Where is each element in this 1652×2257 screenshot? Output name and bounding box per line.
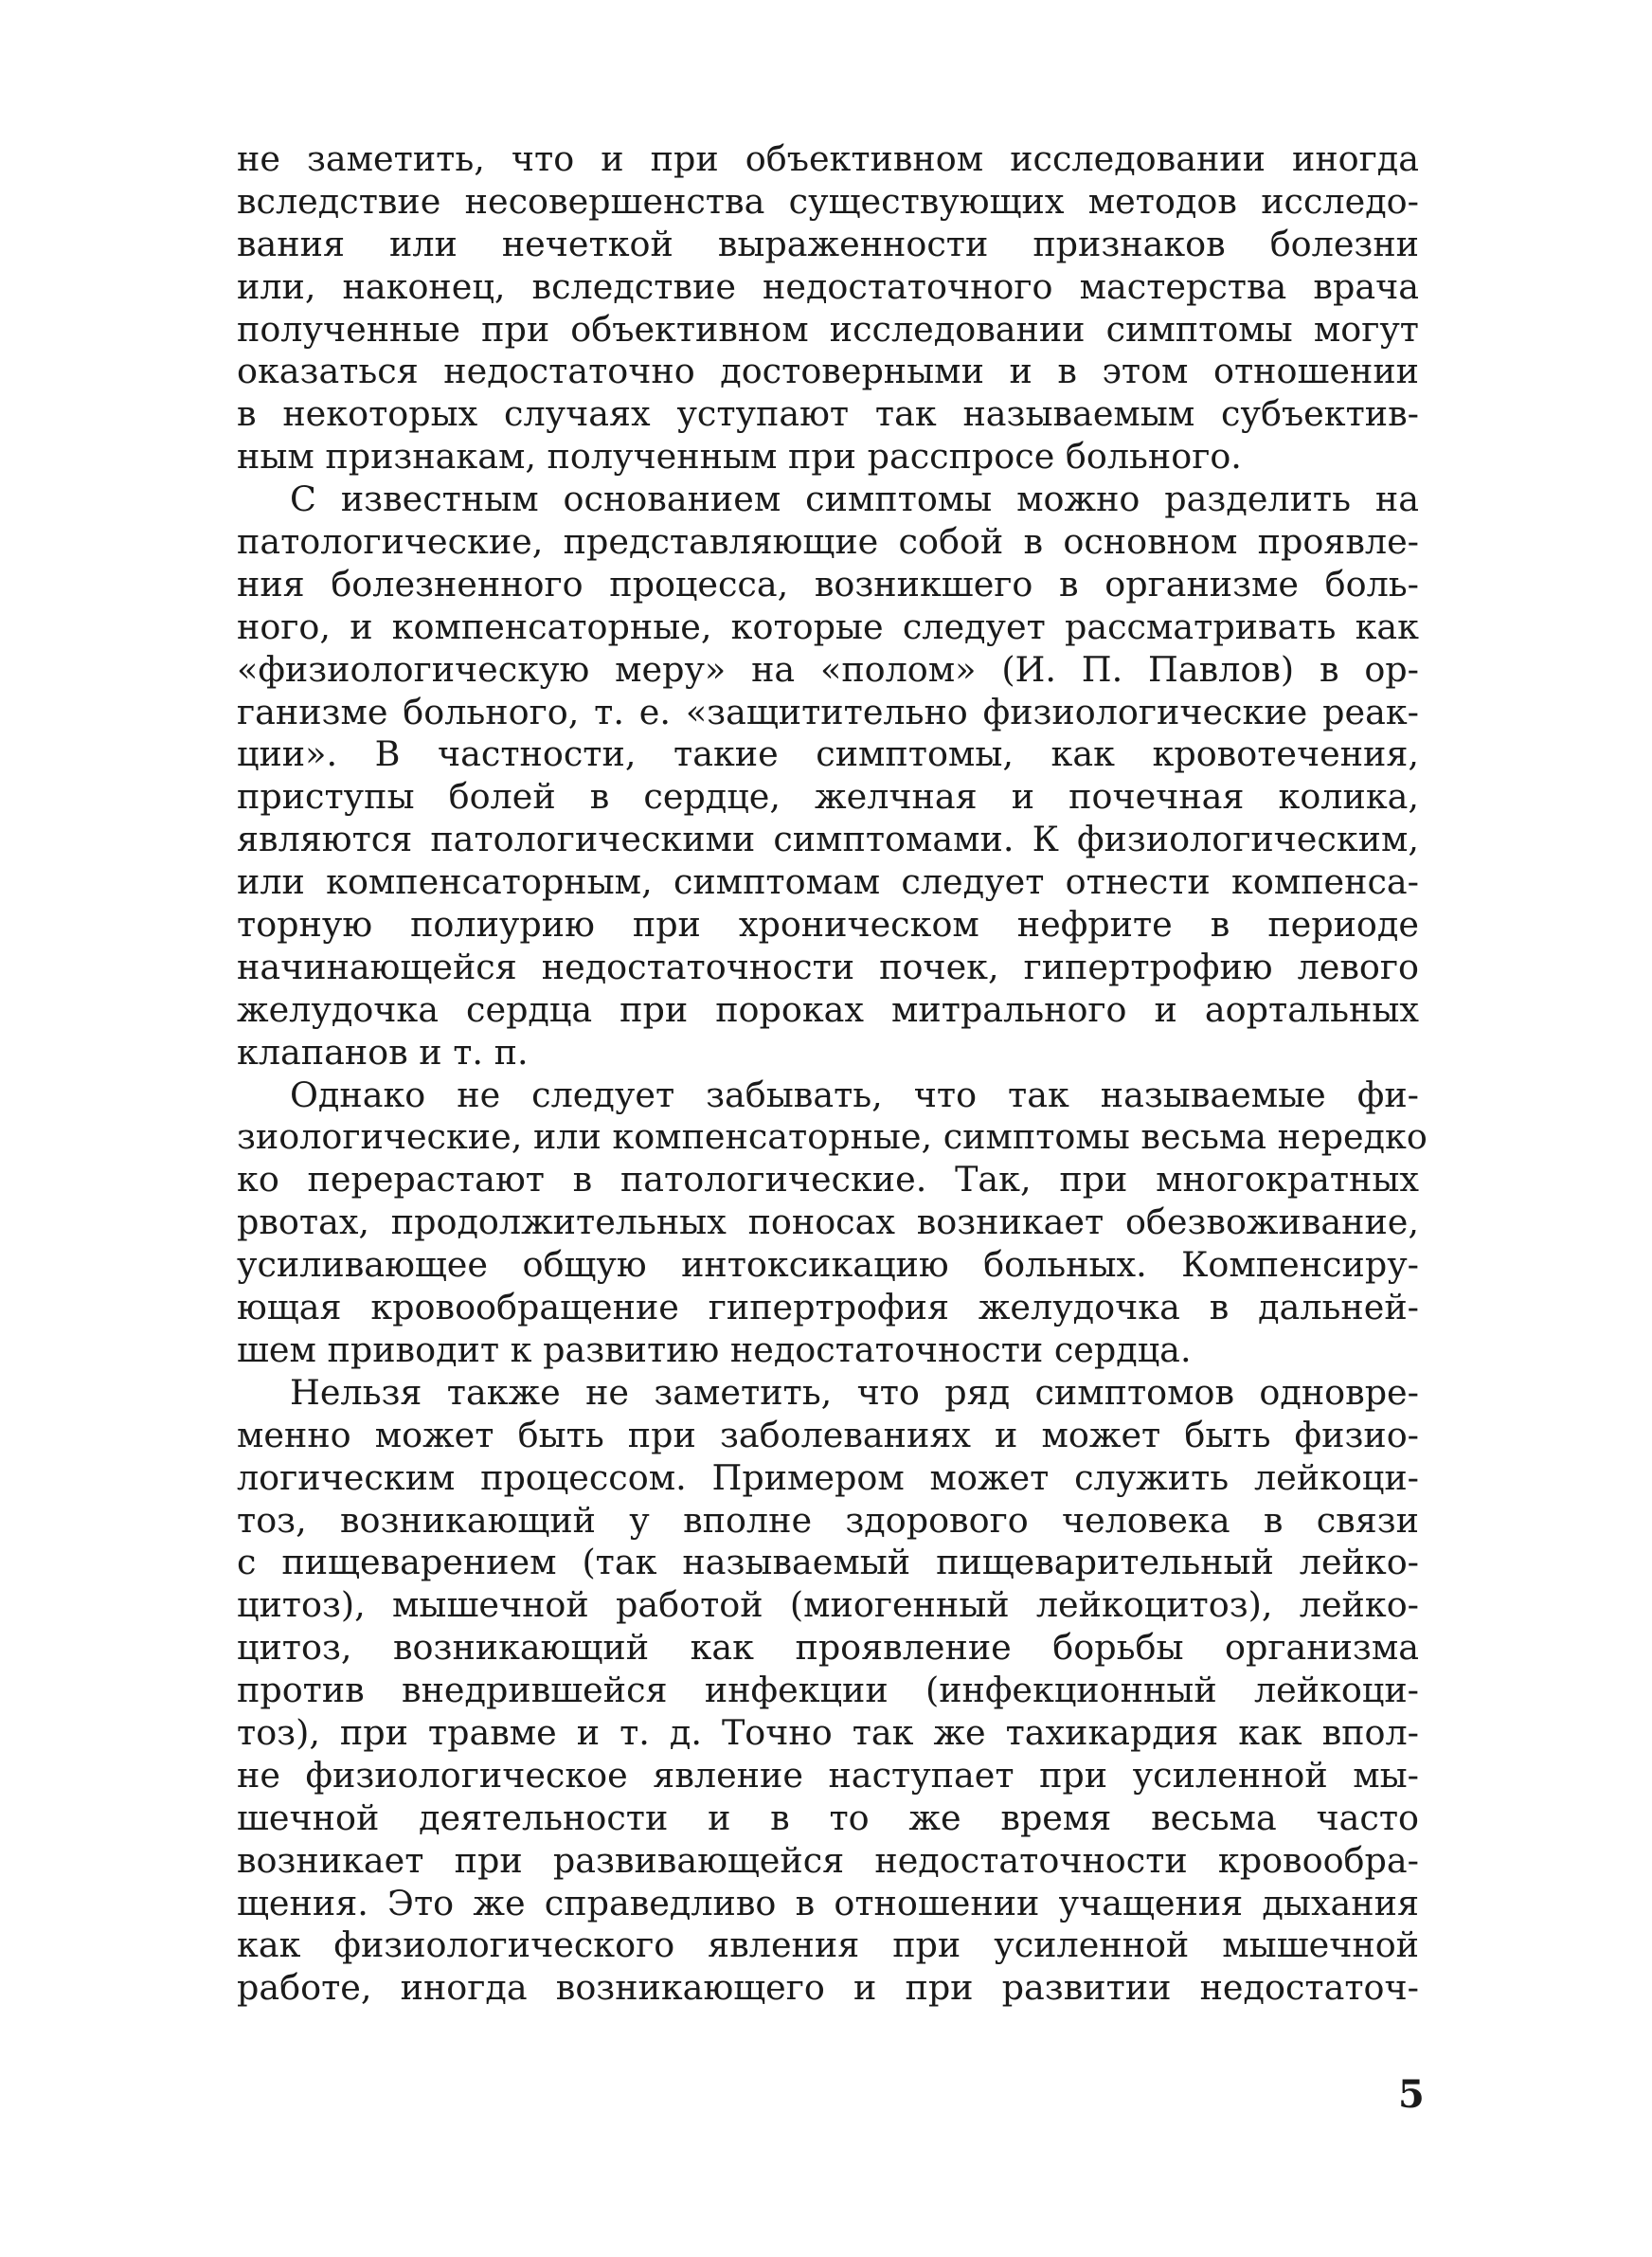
text-line: ции». В частности, такие симптомы, как кровотечения,	[237, 733, 1419, 775]
text-line: ко перерастают в патологические. Так, при многократных	[237, 1159, 1419, 1201]
text-line: цитоз, возникающий как проявление борьбы организма	[237, 1627, 1419, 1669]
paragraph	[237, 1372, 1419, 2010]
text-line: тоз), при травме и т. д. Точно так же тахикардия как впол-	[237, 1711, 1419, 1753]
text-line: усиливающее общую интоксикацию больных. Компенсиру-	[237, 1244, 1419, 1286]
text-line: ным признакам, полученным при расспросе больного.	[237, 436, 1242, 478]
text-line: как физиологического явления при усиленной мышечной	[237, 1924, 1419, 1966]
text-line: или компенсаторным, симптомам следует отнести компенса-	[237, 861, 1419, 903]
text-line: в некоторых случаях уступают так называемым субъектив-	[237, 393, 1419, 435]
text-line: патологические, представляющие собой в основном проявле-	[237, 521, 1419, 563]
text-line: против внедрившейся инфекции (инфекционный лейкоци-	[237, 1670, 1419, 1711]
text-line: логическим процессом. Примером может служить лейкоци-	[237, 1456, 1419, 1498]
text-line: «физиологическую меру» на «полом» (И. П. Павлов) в ор-	[237, 648, 1419, 690]
paragraph	[237, 138, 1419, 478]
text-line: шем приводит к развитию недостаточности сердца.	[237, 1328, 1192, 1370]
text-line: являются патологическими симптомами. К физиологическим,	[237, 819, 1419, 860]
text-line: с пищеварением (так называемый пищеварительный лейко-	[237, 1542, 1419, 1583]
text-line: цитоз), мышечной работой (миогенный лейкоцитоз), лейко-	[237, 1584, 1419, 1626]
text-line: ного, и компенсаторные, которые следует рассматривать как	[237, 605, 1419, 647]
text-line: ния болезненного процесса, возникшего в организме боль-	[237, 563, 1419, 605]
body-text	[237, 138, 1428, 2010]
text-line: щения. Это же справедливо в отношении учащения дыхания	[237, 1882, 1419, 1923]
text-line: полученные при объективном исследовании симптомы могут	[237, 308, 1419, 350]
text-line: Нельзя также не заметить, что ряд симптомов одновре-	[290, 1371, 1419, 1413]
text-line: оказаться недостаточно достоверными и в этом отношении	[237, 351, 1419, 392]
text-line: зиологические, или компенсаторные, симптомы весьма нередко	[237, 1116, 1428, 1158]
text-line: С известным основанием симптомы можно разделить на	[290, 478, 1419, 520]
text-line: работе, иногда возникающего и при развитии недостаточ-	[237, 1967, 1419, 2009]
text-line: вания или нечеткой выраженности признаков болезни	[237, 223, 1419, 264]
text-line: не физиологическое явление наступает при усиленной мы-	[237, 1754, 1419, 1796]
text-line: Однако не следует забывать, что так называемые фи-	[290, 1074, 1419, 1115]
text-line: шечной деятельности и в то же время весьма часто	[237, 1797, 1419, 1838]
text-line: приступы болей в сердце, желчная и почечная колика,	[237, 776, 1419, 818]
page-number: 5	[1398, 2072, 1425, 2117]
text-line: клапанов и т. п.	[237, 1031, 529, 1073]
text-line: начинающейся недостаточности почек, гипертрофию левого	[237, 946, 1419, 987]
text-line: ющая кровообращение гипертрофия желудочка в дальней-	[237, 1287, 1419, 1328]
text-line: тоз, возникающий у вполне здорового человека в связи	[237, 1499, 1419, 1541]
text-line: вследствие несовершенства существующих методов исследо-	[237, 180, 1419, 222]
text-line: не заметить, что и при объективном исследовании иногда	[237, 138, 1419, 179]
text-line: возникает при развивающейся недостаточности кровообра-	[237, 1839, 1419, 1881]
text-line: ганизме больного, т. е. «защитительно физиологические реак-	[237, 691, 1419, 732]
text-line: менно может быть при заболеваниях и может быть физио-	[237, 1414, 1419, 1455]
text-line: рвотах, продолжительных поносах возникает обезвоживание,	[237, 1201, 1419, 1243]
text-line: торную полиурию при хроническом нефрите в периоде	[237, 904, 1419, 946]
text-line: или, наконец, вследствие недостаточного мастерства врача	[237, 265, 1419, 307]
paragraph	[237, 478, 1419, 1074]
text-line: желудочка сердца при пороках митрального и аортальных	[237, 988, 1419, 1030]
paragraph	[237, 1074, 1428, 1372]
